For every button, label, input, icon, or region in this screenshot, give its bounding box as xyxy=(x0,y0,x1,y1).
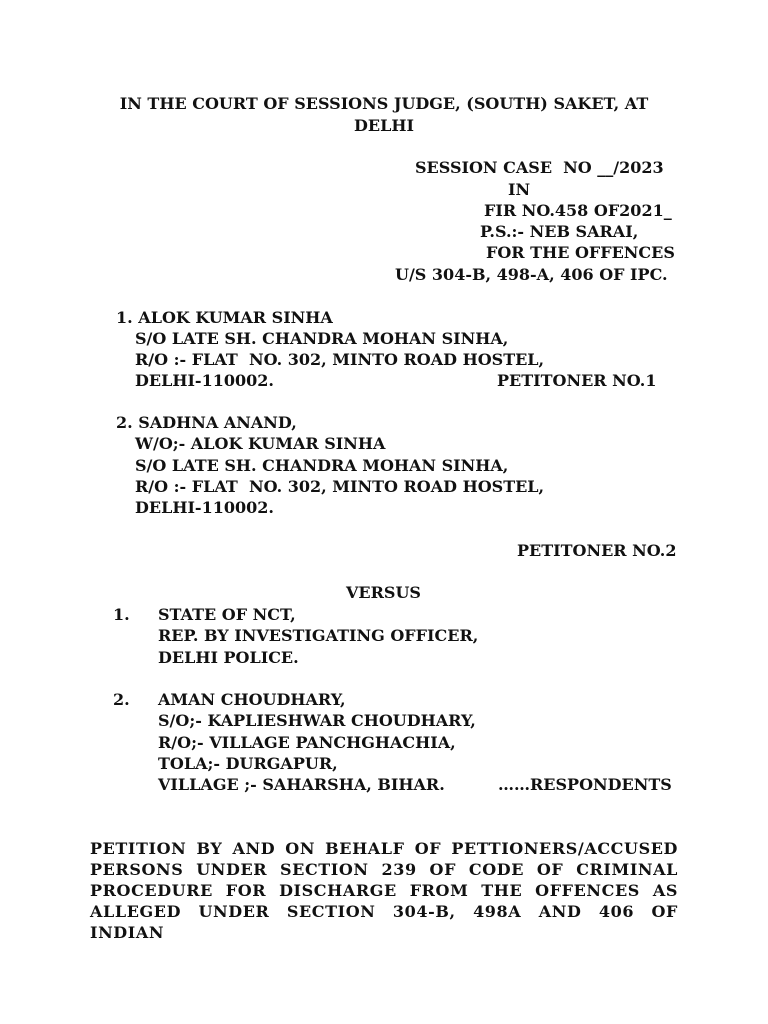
petitioner-1-role: PETITONER NO.1 xyxy=(497,371,657,390)
case-in-label: IN xyxy=(508,180,531,199)
respondent-1-name: STATE OF NCT, xyxy=(158,605,296,624)
petitioner-1-address: R/O :- FLAT NO. 302, MINTO ROAD HOSTEL, xyxy=(135,350,545,369)
fir-number: FIR NO.458 OF2021_ xyxy=(484,201,672,220)
petitioner-2-city: DELHI-110002. xyxy=(135,498,274,517)
respondent-2-number: 2. xyxy=(113,690,130,709)
petitioner-2-address: R/O :- FLAT NO. 302, MINTO ROAD HOSTEL, xyxy=(135,477,545,496)
petitioner-2-spouse: W/O;- ALOK KUMAR SINHA xyxy=(135,434,386,453)
session-case-number: SESSION CASE NO __/2023 xyxy=(415,158,664,177)
respondent-2-parentage: S/O;- KAPLIESHWAR CHOUDHARY, xyxy=(158,711,476,730)
versus-label: VERSUS xyxy=(346,583,421,602)
court-heading-line1: IN THE COURT OF SESSIONS JUDGE, (SOUTH) SAKET, AT xyxy=(119,94,649,113)
respondent-2-district: VILLAGE ;- SAHARSHA, BIHAR. xyxy=(158,775,445,794)
petitioner-2-parentage: S/O LATE SH. CHANDRA MOHAN SINHA, xyxy=(135,456,509,475)
petition-line: PROCEDURE FOR DISCHARGE FROM THE OFFENCES AS xyxy=(90,881,678,900)
offence-sections: U/S 304-B, 498-A, 406 OF IPC. xyxy=(395,265,668,284)
respondent-2-name: AMAN CHOUDHARY, xyxy=(158,690,346,709)
petition-line: PETITION BY AND ON BEHALF OF PETTIONERS/ACCUSED xyxy=(90,839,678,858)
respondent-1-agency: DELHI POLICE. xyxy=(158,648,299,667)
petition-paragraph xyxy=(90,838,678,942)
respondent-2-tola: TOLA;- DURGAPUR, xyxy=(158,754,338,773)
petitioner-2-role: PETITONER NO.2 xyxy=(517,541,677,560)
offences-label: FOR THE OFFENCES xyxy=(486,243,675,262)
petition-line: PERSONS UNDER SECTION 239 OF CODE OF CRIMINAL xyxy=(90,860,678,879)
respondent-1-rep: REP. BY INVESTIGATING OFFICER, xyxy=(158,626,479,645)
respondent-2-village: R/O;- VILLAGE PANCHGHACHIA, xyxy=(158,733,456,752)
petitioner-1-parentage: S/O LATE SH. CHANDRA MOHAN SINHA, xyxy=(135,329,509,348)
police-station: P.S.:- NEB SARAI, xyxy=(480,222,639,241)
petition-line: ALLEGED UNDER SECTION 304-B, 498A AND 406 OF INDIAN xyxy=(90,902,678,942)
petitioner-1-city: DELHI-110002. xyxy=(135,371,274,390)
respondent-1-number: 1. xyxy=(113,605,130,624)
petitioner-2-name: 2. SADHNA ANAND, xyxy=(116,413,297,432)
petitioner-1-name: 1. ALOK KUMAR SINHA xyxy=(116,308,333,327)
respondents-label: ……RESPONDENTS xyxy=(498,775,672,794)
court-heading-line2: DELHI xyxy=(354,116,414,135)
